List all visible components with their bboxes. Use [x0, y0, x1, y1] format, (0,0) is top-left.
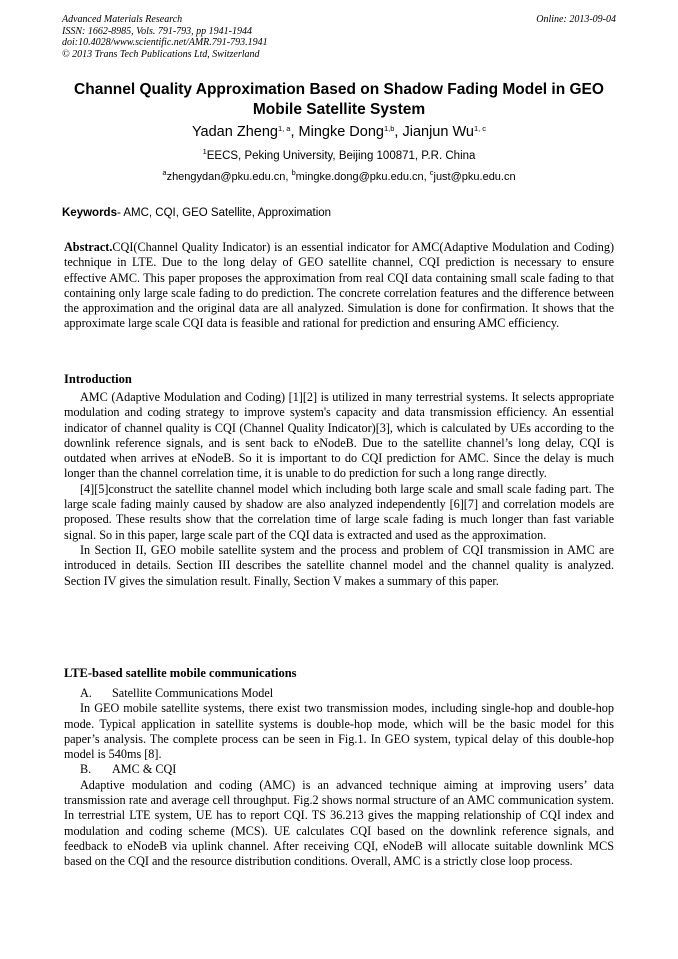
author-name: Yadan Zheng: [191, 124, 278, 140]
author-name: Mingke Dong: [298, 124, 384, 140]
author-separator: ,: [394, 124, 403, 140]
journal-header: [62, 14, 268, 60]
paragraph: In GEO mobile satellite systems, there exist two transmission modes, including single-hop and double-hop mode. Typical application in satellite systems is double-hop mode, which will be the basic model for this paper’s analysis. The complete process can be seen in Fig.1. In GEO system, typical delay of this double-hop model is 540ms [8].: [64, 701, 614, 762]
keywords-text: - AMC, CQI, GEO Satellite, Approximation: [116, 207, 332, 219]
section-heading-introduction: Introduction: [64, 372, 132, 386]
keywords-label: Keywords: [62, 207, 117, 219]
email-link[interactable]: mingke.dong@pku.edu.cn,: [295, 171, 430, 183]
subsection-number: B.: [80, 762, 92, 777]
abstract-label: Abstract.: [64, 240, 113, 254]
introduction-body: [64, 390, 614, 589]
author-superscript: 1, a: [277, 124, 291, 133]
issn-line: ISSN: 1662-8985, Vols. 791-793, pp 1941-1944: [62, 25, 252, 37]
affiliation-superscript: 1: [202, 147, 207, 156]
doi-line: doi:10.4028/www.scientific.net/AMR.791-793.1941: [62, 37, 268, 48]
lte-section-body: [64, 686, 614, 870]
author-superscript: 1,b: [383, 124, 395, 133]
author-name: Jianjun Wu: [402, 124, 474, 140]
paper-title: Channel Quality Approximation Based on Shadow Fading Model in GEO Mobile Satellite System: [74, 81, 604, 118]
email-superscript: b: [291, 168, 296, 177]
section-heading-lte: LTE-based satellite mobile communications: [64, 666, 297, 680]
journal-name: Advanced Materials Research: [62, 14, 183, 25]
abstract-text: CQI(Channel Quality Indicator) is an essential indicator for AMC(Adaptive Modulation and Coding) technique in LTE. Due to the long delay of GEO satellite channel, CQI prediction is necessary to ensure effective AMC. This paper proposes the approximation from real CQI data containing small scale fading to that containing only large scale fading to do prediction. The concrete correlation features and the difference between the approximation and the original data are all analyzed. Simulation is done for confirmation. It shows that the approximate large scale CQI data is feasible and rational for prediction and ensuring AMC efficiency.: [64, 240, 614, 331]
paragraph: AMC (Adaptive Modulation and Coding) [1][2] is utilized in many terrestrial systems. It selects appropriate modulation and coding strategy to improve system's capacity and data transmission efficiency. An essential indicator of channel quality is CQI (Channel Quality Indicator)[3], which is calculated by UEs according to the downlink reference signals, and is sent back to eNodeB. Due to the satellite channel’s long delay, CQI is outdated when arrives at eNodeB. So it is important to do CQI prediction for AMC. Since the delay is much longer than the channel correlation time, it is unable to do prediction for such a long range directly.: [64, 390, 614, 481]
author-superscript: 1, c: [473, 124, 487, 133]
affiliation-text: EECS, Peking University, Beijing 100871, P.R. China: [206, 150, 476, 162]
subsection-heading-a: [64, 686, 614, 701]
affiliation: [62, 149, 616, 163]
keywords: [62, 206, 616, 220]
subsection-heading-b: [64, 762, 614, 777]
email-superscript: c: [429, 168, 434, 177]
author-separator: ,: [290, 124, 299, 140]
subsection-title: Satellite Communications Model: [112, 686, 274, 700]
abstract: [64, 240, 614, 332]
subsection-number: A.: [80, 686, 92, 700]
email-link[interactable]: just@pku.edu.cn: [433, 171, 516, 183]
online-date: Online: 2013-09-04: [536, 14, 616, 25]
paragraph: [4][5]construct the satellite channel model which including both large scale and small scale fading part. The large scale fading mainly caused by shadow are also analyzed independently [6][7] and correlation models are proposed. These results show that the correlation time of large scale fading is much longer than fast variable signal. So in this paper, large scale part of the CQI data is extracted and used as the approximation.: [64, 481, 614, 542]
author-list: [62, 123, 616, 141]
email-link[interactable]: zhengydan@pku.edu.cn,: [166, 171, 292, 183]
subsection-title: AMC & CQI: [112, 762, 177, 777]
copyright-line: © 2013 Trans Tech Publications Ltd, Switzerland: [62, 48, 260, 60]
paragraph: Adaptive modulation and coding (AMC) is an advanced technique aiming at improving users’ data transmission rate and average cell throughput. Fig.2 shows normal structure of an AMC communication system. In terrestrial LTE system, UE has to report CQI. TS 36.213 gives the mapping relationship of CQI index and modulation and coding scheme (MCS). UE calculates CQI based on the downlink reference signals, and feedback to eNodeB via uplink channel. After receiving CQI, eNodeB will allocate suitable downlink MCS based on the CQI and the resource distribution conditions. Overall, AMC is a strictly close loop process.: [64, 777, 614, 869]
paragraph: In Section II, GEO mobile satellite system and the process and problem of CQI transmission in AMC are introduced in details. Section III describes the satellite channel model and the channel quality is analyzed. Section IV gives the simulation result. Finally, Section V makes a summary of this paper.: [64, 542, 614, 588]
email-list: [62, 170, 616, 184]
email-superscript: a: [162, 168, 167, 177]
